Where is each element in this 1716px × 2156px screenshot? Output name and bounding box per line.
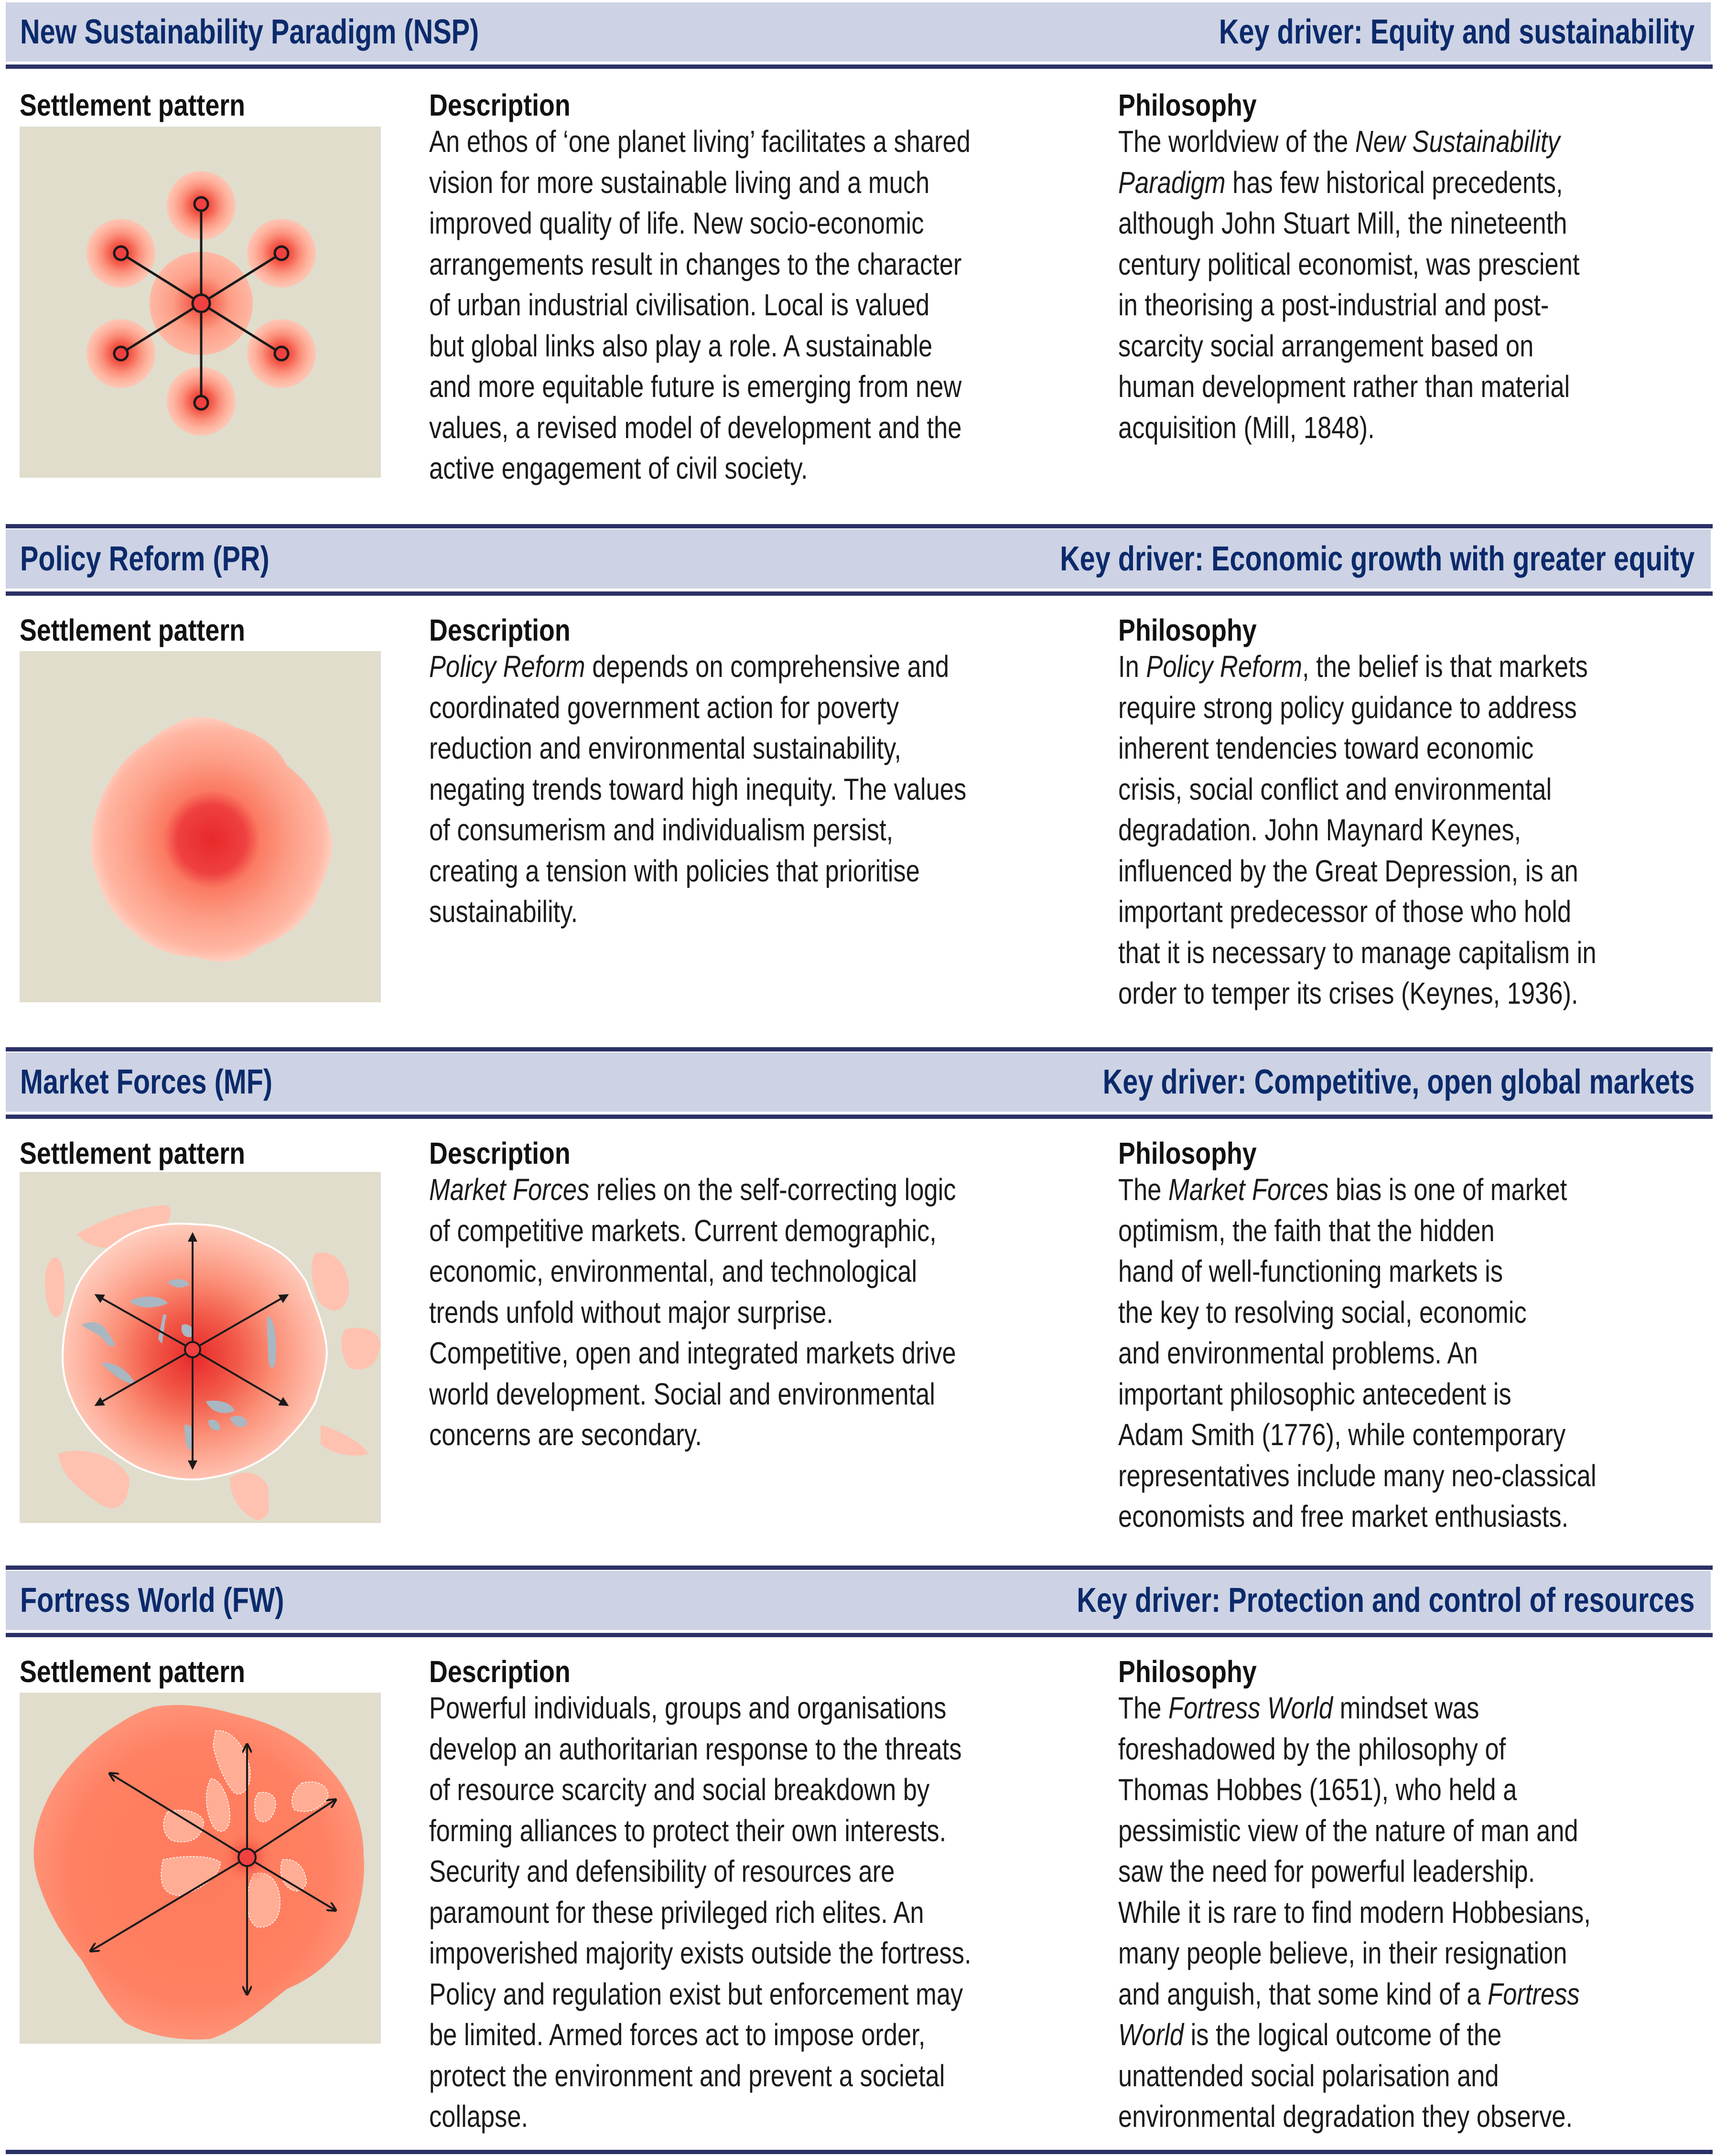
text-run: creating a tension with policies that prioritise [429,853,920,888]
text-line [1118,1770,1591,1811]
key-driver: Key driver: Protection and control of resources [1076,1581,1694,1620]
text-run: protect the environment and prevent a societal [429,2058,945,2093]
text-run: depends on comprehensive and [585,649,950,684]
key-driver: Key driver: Economic growth with greater equity [1059,540,1694,578]
text-line [429,2096,971,2137]
text-run: representatives include many neo-classical [1118,1458,1597,1493]
text-run: concerns are secondary. [429,1417,702,1452]
text-run: trends unfold without major surprise. [429,1295,833,1330]
text-line [1118,1415,1597,1456]
settlement-node [238,1849,256,1866]
italic-run: Fortress [1488,1976,1580,2011]
text-line [1118,1169,1597,1211]
text-run: although John Stuart Mill, the nineteenth [1118,206,1567,240]
italic-run: World [1118,2017,1184,2052]
italic-run: Fortress World [1168,1691,1333,1725]
text-run: reduction and environmental sustainability, [429,731,901,765]
header-rule [6,1566,1713,1570]
settlement-heading: Settlement pattern [20,1654,245,1689]
italic-run: New Sustainability [1355,124,1560,159]
scenario-header-band [6,529,1711,589]
description-heading: Description [429,1136,571,1170]
text-line [429,203,971,244]
text-run: require strong policy guidance to address [1118,690,1577,725]
text-run: of consumerism and individualism persist, [429,813,894,847]
text-line [429,769,966,810]
text-run: saw the need for powerful leadership. [1118,1854,1535,1888]
scenario-header-band [6,2,1711,62]
bottom-rule [6,2150,1713,2154]
text-run: degradation. John Maynard Keynes, [1118,813,1522,847]
text-line [1118,408,1579,449]
text-line [429,1415,956,1456]
text-run: world development. Social and environmental [429,1376,935,1411]
text-line [1118,1729,1591,1770]
text-run: be limited. Armed forces act to impose order, [429,2017,926,2052]
text-run: influenced by the Great Depression, is an [1118,853,1578,888]
text-line [1118,851,1597,892]
text-run: , the belief is that markets [1302,649,1588,684]
text-line [429,366,971,408]
text-line [429,1933,971,1974]
text-line [1118,1251,1597,1292]
description-heading: Description [429,613,571,647]
text-run: The worldview of the [1118,124,1355,159]
text-run: collapse. [429,2099,529,2134]
text-line [1118,1851,1591,1892]
nsp-settlement-network-icon [20,127,381,478]
text-run: of competitive markets. Current demographic, [429,1213,937,1248]
text-run: values, a revised model of development and the [429,410,962,445]
philosophy-text [1118,121,1579,448]
text-run: Thomas Hobbes (1651), who held a [1118,1772,1517,1807]
settlement-node [185,1342,200,1357]
text-line [1118,326,1579,367]
key-driver: Key driver: Competitive, open global markets [1102,1063,1694,1101]
scenario-title: Policy Reform (PR) [20,540,270,578]
text-line [1118,2015,1591,2056]
text-line [429,2015,971,2056]
text-run: paramount for these privileged rich elites. An [429,1895,924,1930]
text-line [1118,646,1597,687]
text-line [429,851,966,892]
text-line [1118,285,1579,326]
description-heading: Description [429,88,571,122]
text-line [1118,121,1579,162]
text-run: that it is necessary to manage capitalism in [1118,935,1597,970]
text-run: acquisition (Mill, 1848). [1118,410,1375,445]
text-run: crisis, social conflict and environmental [1118,772,1552,806]
text-line [429,728,966,769]
text-run: vision for more sustainable living and a much [429,165,930,200]
text-run: economists and free market enthusiasts. [1118,1499,1569,1534]
italic-run: Policy Reform [429,649,585,684]
text-line [1118,1933,1591,1974]
text-run: many people believe, in their resignation [1118,1936,1567,1970]
text-line [429,1974,971,2015]
text-run: pessimistic view of the nature of man and [1118,1813,1578,1848]
text-run: Adam Smith (1776), while contemporary [1118,1417,1566,1452]
description-text [429,1169,956,1456]
text-line [1118,810,1597,851]
text-run: In [1118,649,1146,684]
philosophy-heading: Philosophy [1118,88,1257,122]
text-line [1118,1496,1597,1537]
text-line [1118,1811,1591,1852]
text-line [1118,203,1579,244]
text-line [1118,1688,1591,1729]
text-line [429,162,971,204]
text-run: and more equitable future is emerging from new [429,369,962,404]
text-line [1118,244,1579,285]
text-line [429,1292,956,1333]
text-run: important predecessor of those who hold [1118,894,1572,929]
text-run: Policy and regulation exist but enforcement may [429,1976,963,2011]
text-line [1118,973,1597,1014]
key-driver: Key driver: Equity and sustainability [1219,13,1694,51]
urban-area [91,717,332,962]
text-run: human development rather than material [1118,369,1570,404]
text-line [1118,1374,1597,1415]
text-run: Powerful individuals, groups and organisations [429,1691,947,1725]
text-line [1118,891,1597,933]
text-run: improved quality of life. New socio-economic [429,206,924,240]
text-run: century political economist, was prescient [1118,247,1580,281]
text-line [429,1374,956,1415]
settlement-heading: Settlement pattern [20,613,245,647]
text-run: An ethos of ‘one planet living’ facilitates a shared [429,124,971,159]
text-line [1118,1211,1597,1252]
header-rule [6,1047,1713,1051]
text-run: The [1118,1691,1169,1725]
text-line [1118,1892,1591,1933]
text-run: and environmental problems. An [1118,1336,1478,1370]
philosophy-heading: Philosophy [1118,613,1257,647]
text-line [429,891,966,933]
scenario-title: Fortress World (FW) [20,1581,284,1620]
text-line [429,2056,971,2097]
text-line [429,326,971,367]
text-run: relies on the self-correcting logic [589,1172,956,1207]
mf-settlement-sprawl-icon [20,1172,381,1523]
text-line [1118,162,1579,204]
scenario-header-band [6,1052,1711,1112]
text-run: forming alliances to protect their own interests. [429,1813,947,1848]
text-line [429,1333,956,1374]
philosophy-text [1118,1688,1591,2137]
text-line [429,1169,956,1211]
text-run: The [1118,1172,1169,1207]
text-line [1118,1974,1591,2015]
text-run: mindset was [1333,1691,1479,1725]
text-line [429,1811,971,1852]
text-run: is the logical outcome of the [1184,2017,1502,2052]
text-run: in theorising a post-industrial and post- [1118,288,1549,322]
text-run: but global links also play a role. A sustainable [429,328,933,363]
text-line [1118,2056,1591,2097]
text-line [429,1251,956,1292]
text-line [1118,366,1579,408]
text-run: order to temper its crises (Keynes, 1936). [1118,976,1578,1010]
italic-run: Paradigm [1118,165,1226,200]
text-run: scarcity social arrangement based on [1118,328,1534,363]
text-run: economic, environmental, and technological [429,1254,917,1288]
text-line [429,448,971,489]
text-line [1118,1292,1597,1333]
text-line [429,121,971,162]
text-run: Competitive, open and integrated markets drive [429,1336,956,1370]
philosophy-heading: Philosophy [1118,1654,1257,1689]
text-run: hand of well-functioning markets is [1118,1254,1503,1288]
text-run: active engagement of civil society. [429,451,808,485]
scenario-title: New Sustainability Paradigm (NSP) [20,13,479,51]
italic-run: Policy Reform [1146,649,1302,684]
text-line [429,1770,971,1811]
italic-run: Market Forces [1168,1172,1329,1207]
text-line [429,1851,971,1892]
text-line [429,1211,956,1252]
fw-settlement-fortress-icon [20,1693,381,2044]
header-rule [6,591,1713,596]
description-text [429,646,966,933]
settlement-heading: Settlement pattern [20,88,245,122]
header-rule [6,64,1713,69]
text-run: impoverished majority exists outside the fortress. [429,1936,971,1970]
text-run: develop an authoritarian response to the threats [429,1731,962,1766]
text-line [1118,769,1597,810]
text-run: environmental degradation they observe. [1118,2099,1573,2134]
text-run: arrangements result in changes to the character [429,247,962,281]
settlement-heading: Settlement pattern [20,1136,245,1170]
text-line [429,285,971,326]
text-line [1118,728,1597,769]
text-line [429,687,966,729]
text-run: unattended social polarisation and [1118,2058,1499,2093]
text-run: the key to resolving social, economic [1118,1295,1527,1330]
text-run: Security and defensibility of resources are [429,1854,895,1888]
text-line [429,1892,971,1933]
text-line [429,1688,971,1729]
text-run: of resource scarcity and social breakdown by [429,1772,930,1807]
description-text [429,121,971,489]
text-run: optimism, the faith that the hidden [1118,1213,1495,1248]
philosophy-text [1118,646,1597,1014]
description-text [429,1688,971,2137]
text-line [1118,1333,1597,1374]
scenario-title: Market Forces (MF) [20,1063,273,1101]
header-rule [6,1633,1713,1637]
text-line [1118,687,1597,729]
text-line [1118,933,1597,974]
text-run: of urban industrial civilisation. Local is valued [429,288,930,322]
philosophy-heading: Philosophy [1118,1136,1257,1170]
text-run: and anguish, that some kind of a [1118,1976,1488,2011]
text-run: While it is rare to find modern Hobbesians, [1118,1895,1591,1930]
scenario-header-band [6,1571,1711,1630]
text-run: coordinated government action for poverty [429,690,899,725]
text-run: bias is one of market [1328,1172,1567,1207]
pr-settlement-blob-icon [20,651,381,1002]
text-line [1118,2096,1591,2137]
text-line [429,646,966,687]
description-heading: Description [429,1654,571,1689]
text-line [429,810,966,851]
text-line [429,1729,971,1770]
text-line [429,408,971,449]
philosophy-text [1118,1169,1597,1537]
text-run: negating trends toward high inequity. The values [429,772,967,806]
text-line [1118,1456,1597,1497]
header-rule [6,1115,1713,1119]
text-run: foreshadowed by the philosophy of [1118,1731,1506,1766]
text-run: important philosophic antecedent is [1118,1376,1511,1411]
italic-run: Market Forces [429,1172,590,1207]
text-run: sustainability. [429,894,578,929]
header-rule [6,524,1713,528]
text-line [429,244,971,285]
text-run: has few historical precedents, [1225,165,1563,200]
text-run: inherent tendencies toward economic [1118,731,1534,765]
